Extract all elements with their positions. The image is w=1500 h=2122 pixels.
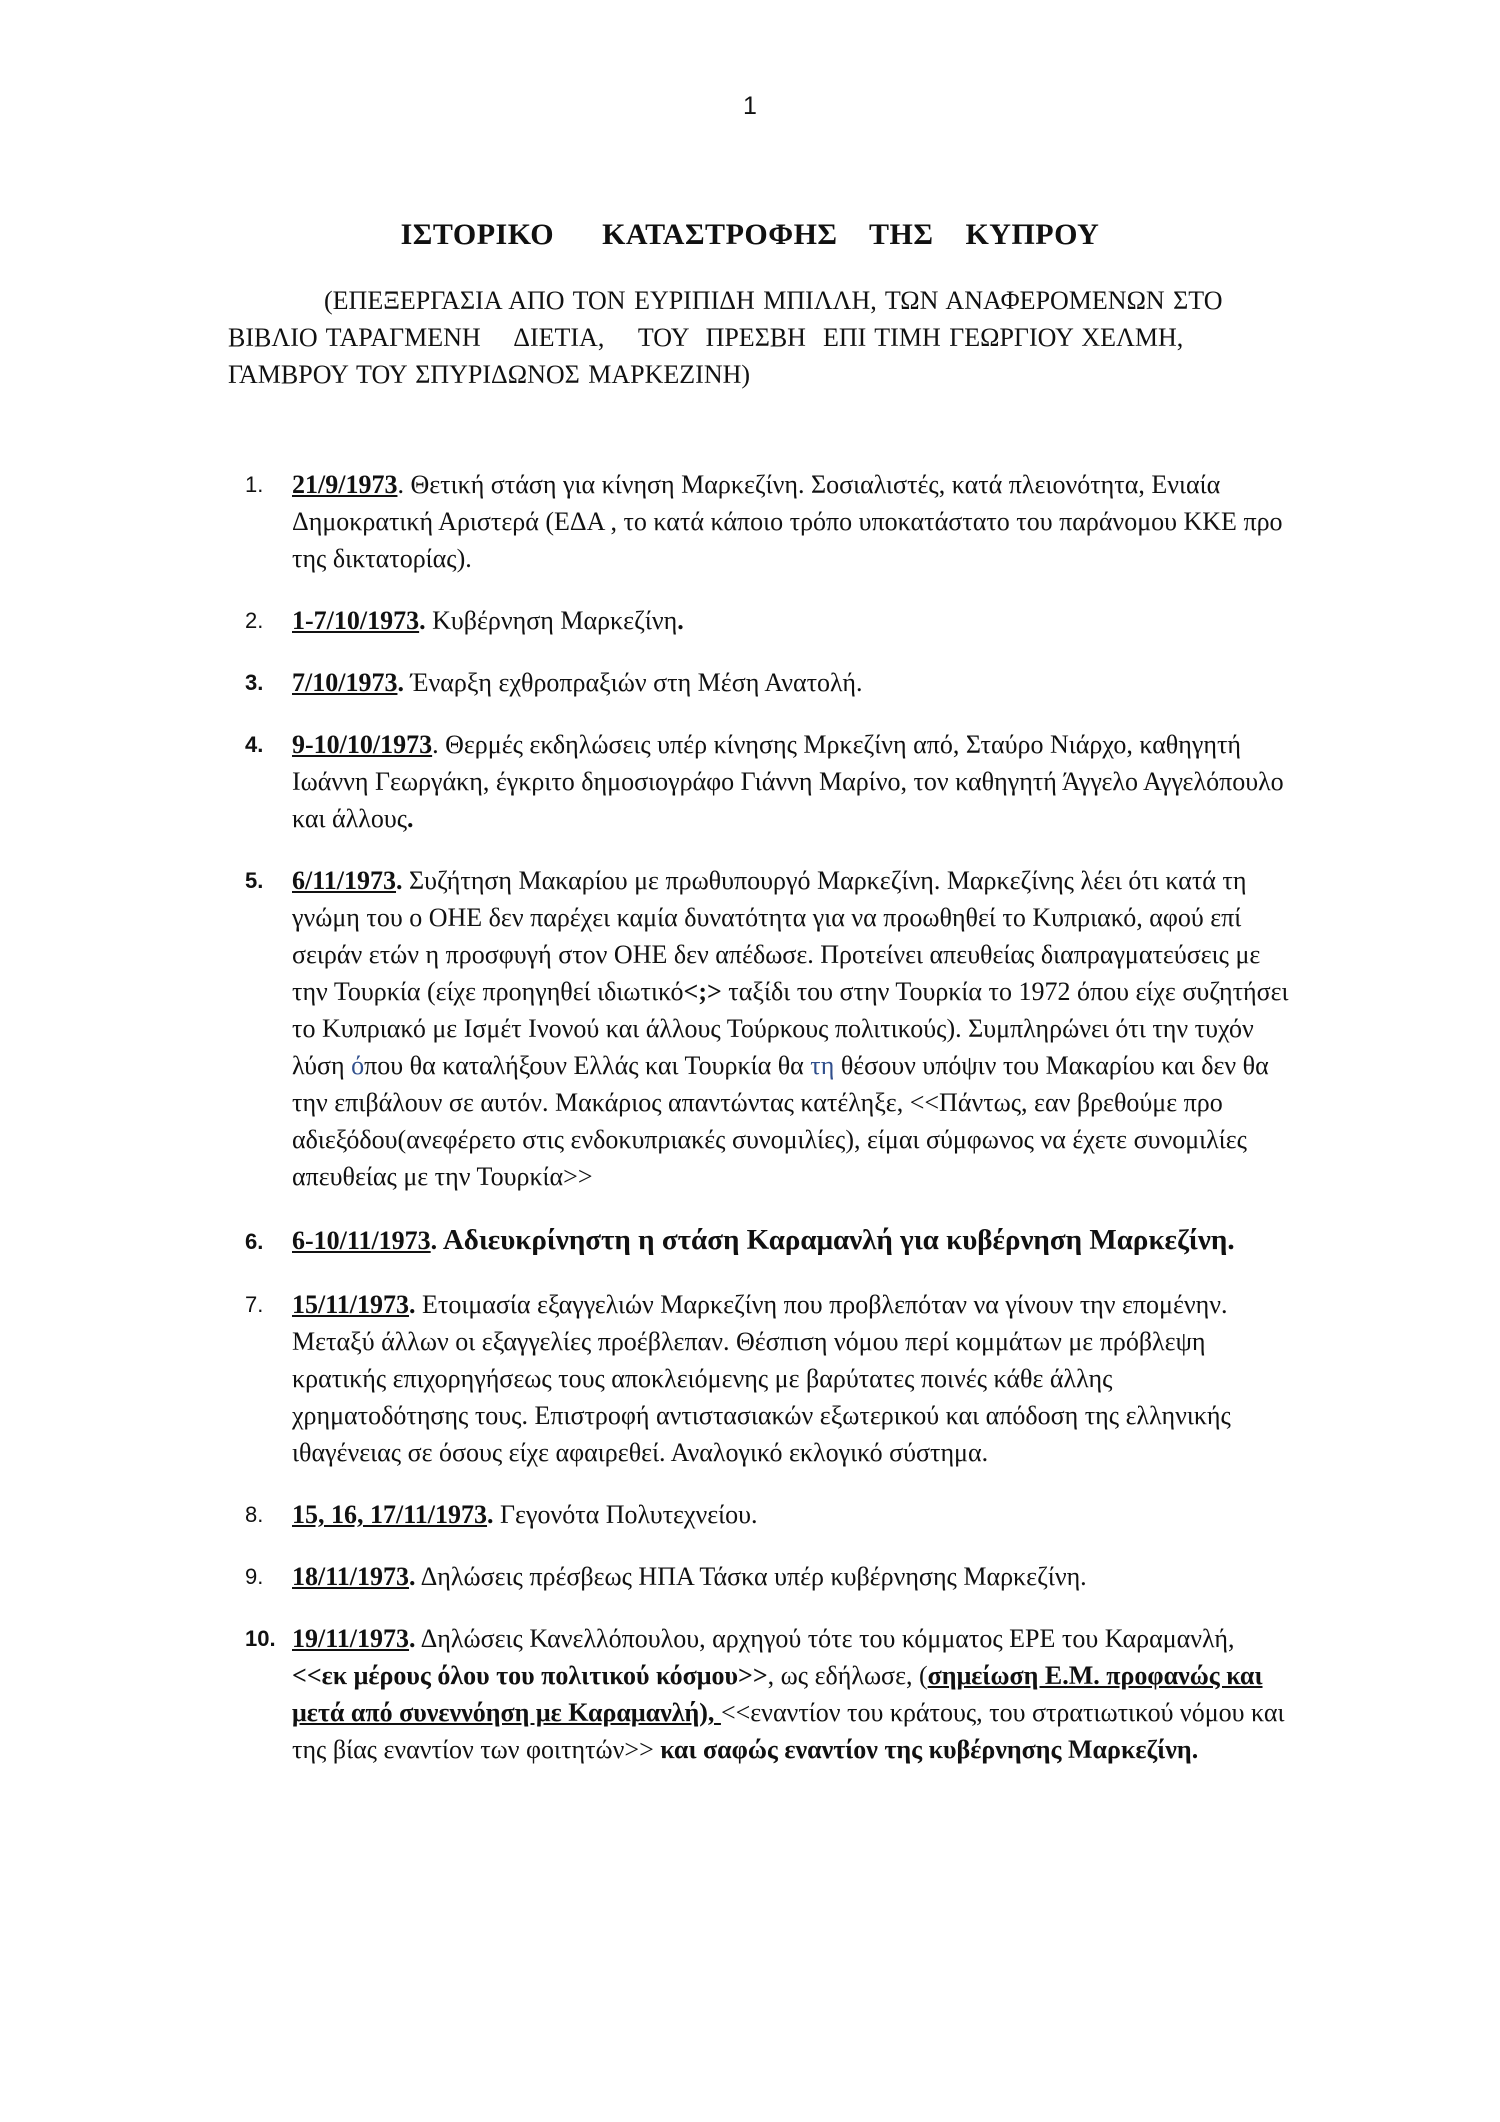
list-item [0,1496,1500,1533]
item-date: 21/9/1973 [292,470,398,499]
item-text: 6-10/11/1973. Αδιευκρίνηστη η στάση Καραμανλή για κυβέρνηση Μαρκεζίνη. [292,1224,1235,1256]
list-item [0,1286,1500,1471]
item-text: 19/11/1973. Δηλώσεις Κανελλόπουλου, αρχηγού τότε του κόμματος ΕΡΕ του Καραμανλή, <<εκ μέρους όλου του πολιτικού κόσμου>>, ως εδήλωσε, (σημείωση Ε.Μ. προφανώς και μετά από συνεννόηση με Καραμανλή), <<εναντίον του κράτους, του στρατιωτικού νόμου και της βίας εναντίον των φοιτητών>> και σαφώς εναντίον της κυβέρνησης Μαρκεζίνη. [292,1624,1285,1764]
item-date: 7/10/1973 [292,668,398,697]
item-number: 3. [245,670,264,695]
item-text: 15/11/1973. Ετοιμασία εξαγγελιών Μαρκεζίνη που προβλεπόταν να γίνουν την επομένην. Μεταξύ άλλων οι εξαγγελίες προέβλεπαν. Θέσπιση νόμου περί κομμάτων με πρόβλεψη κρατικής επιχορηγήσεως τους αποκλειόμενης με βαρύτατες ποινές κάθε άλλης χρηματοδότησης τους. Επιστροφή αντιστασιακών εξωτερικού και απόδοση της ελληνικής ιθαγένειας σε όσους είχε αφαιρεθεί. Αναλογικό εκλογικό σύστημα. [292,1290,1231,1467]
list-item [0,862,1500,1195]
item-text: 9-10/10/1973. Θερμές εκδηλώσεις υπέρ κίνησης Μρκεζίνη από, Σταύρο Νιάρχο, καθηγητή Ιωάννη Γεωργάκη, έγκριτο δημοσιογράφο Γιάννη Μαρίνο, τον καθηγητή Άγγελο Αγγελόπουλο και άλλους. [292,730,1284,833]
chronology-list [0,466,1500,1793]
item-date: 6-10/11/1973 [292,1226,431,1255]
item-number: 2. [245,608,264,633]
item-text: 21/9/1973. Θετική στάση για κίνηση Μαρκεζίνη. Σοσιαλιστές, κατά πλειονότητα, Ενιαία Δημοκρατική Αριστερά (ΕΔΑ , το κατά κάποιο τρόπο υποκατάστατο του παράνομου ΚΚΕ προ της δικτατορίας). [292,470,1283,573]
item-date: 18/11/1973 [292,1562,410,1591]
item-date: 9-10/10/1973 [292,730,433,759]
item-text: 15, 16, 17/11/1973. Γεγονότα Πολυτεχνείου. [292,1500,758,1529]
list-item [0,1558,1500,1595]
list-item [0,602,1500,639]
item-number: 7. [245,1292,264,1317]
list-item [0,1220,1500,1261]
item-number: 6. [245,1229,264,1254]
page-number: 1 [743,92,757,120]
item-text: 6/11/1973. Συζήτηση Μακαρίου με πρωθυπουργό Μαρκεζίνη. Μαρκεζίνης λέει ότι κατά τη γνώμη του ο ΟΗΕ δεν παρέχει καμία δυνατότητα για να προωθηθεί το Κυπριακό, αφού επί σειράν ετών η προσφυγή στον ΟΗΕ δεν απέδωσε. Προτείνει απευθείας διαπραγματεύσεις με την Τουρκία (είχε προηγηθεί ιδιωτικό<;> ταξίδι του στην Τουρκία το 1972 όπου είχε συζητήσει το Κυπριακό με Ισμέτ Ινονού και άλλους Τούρκους πολιτικούς). Συμπληρώνει ότι την τυχόν λύση όπου θα καταλήξουν Ελλάς και Τουρκία θα τη θέσουν υπόψιν του Μακαρίου και δεν θα την επιβάλουν σε αυτόν. Μακάριος απαντώντας κατέληξε, <<Πάντως, εαν βρεθούμε προ αδιεξόδου(ανεφέρετο στις ενδοκυπριακές συνομιλίες), είμαι σύμφωνος να έχετε συνομιλίες απευθείας με την Τουρκία>> [292,866,1289,1191]
list-item [0,1620,1500,1768]
item-text: 18/11/1973. Δηλώσεις πρέσβεως ΗΠΑ Τάσκα υπέρ κυβέρνησης Μαρκεζίνη. [292,1562,1087,1591]
item-date: 15, 16, 17/11/1973 [292,1500,488,1529]
item-date: 15/11/1973 [292,1290,410,1319]
item-number: 4. [245,732,264,757]
list-item [0,726,1500,837]
item-number: 10. [245,1626,276,1651]
item-number: 5. [245,868,264,893]
item-date: 1-7/10/1973 [292,606,420,635]
item-text: 1-7/10/1973. Κυβέρνηση Μαρκεζίνη. [292,606,684,635]
item-number: 8. [245,1502,264,1527]
item-date: 19/11/1973 [292,1624,410,1653]
item-text: 7/10/1973. Έναρξη εχθροπραξιών στη Μέση Ανατολή. [292,668,863,697]
list-item [0,466,1500,577]
item-date: 6/11/1973 [292,866,397,895]
item-number: 9. [245,1564,264,1589]
list-item [0,664,1500,701]
document-title: ΙΣΤΟΡΙΚΟ ΚΑΤΑΣΤΡΟΦΗΣ ΤΗΣ ΚΥΠΡΟΥ [400,218,1100,251]
item-number: 1. [245,472,264,497]
document-subtitle: (ΕΠΕΞΕΡΓΑΣΙΑ ΑΠΟ ΤΟΝ ΕΥΡΙΠΙΔΗ ΜΠΙΛΛΗ, ΤΩΝ ΑΝΑΦΕΡΟΜΕΝΩΝ ΣΤΟ ΒΙΒΛΙΟ ΤΑΡΑΓΜΕΝΗ ΔΙΕΤΙΑ, ΤΟΥ ΠΡΕΣΒΗ ΕΠΙ ΤΙΜΗ ΓΕΩΡΓΙΟΥ ΧΕΛΜΗ, ΓΑΜΒΡΟΥ ΤΟΥ ΣΠΥΡΙΔΩΝΟΣ ΜΑΡΚΕΖΙΝΗ) [228,286,1231,389]
